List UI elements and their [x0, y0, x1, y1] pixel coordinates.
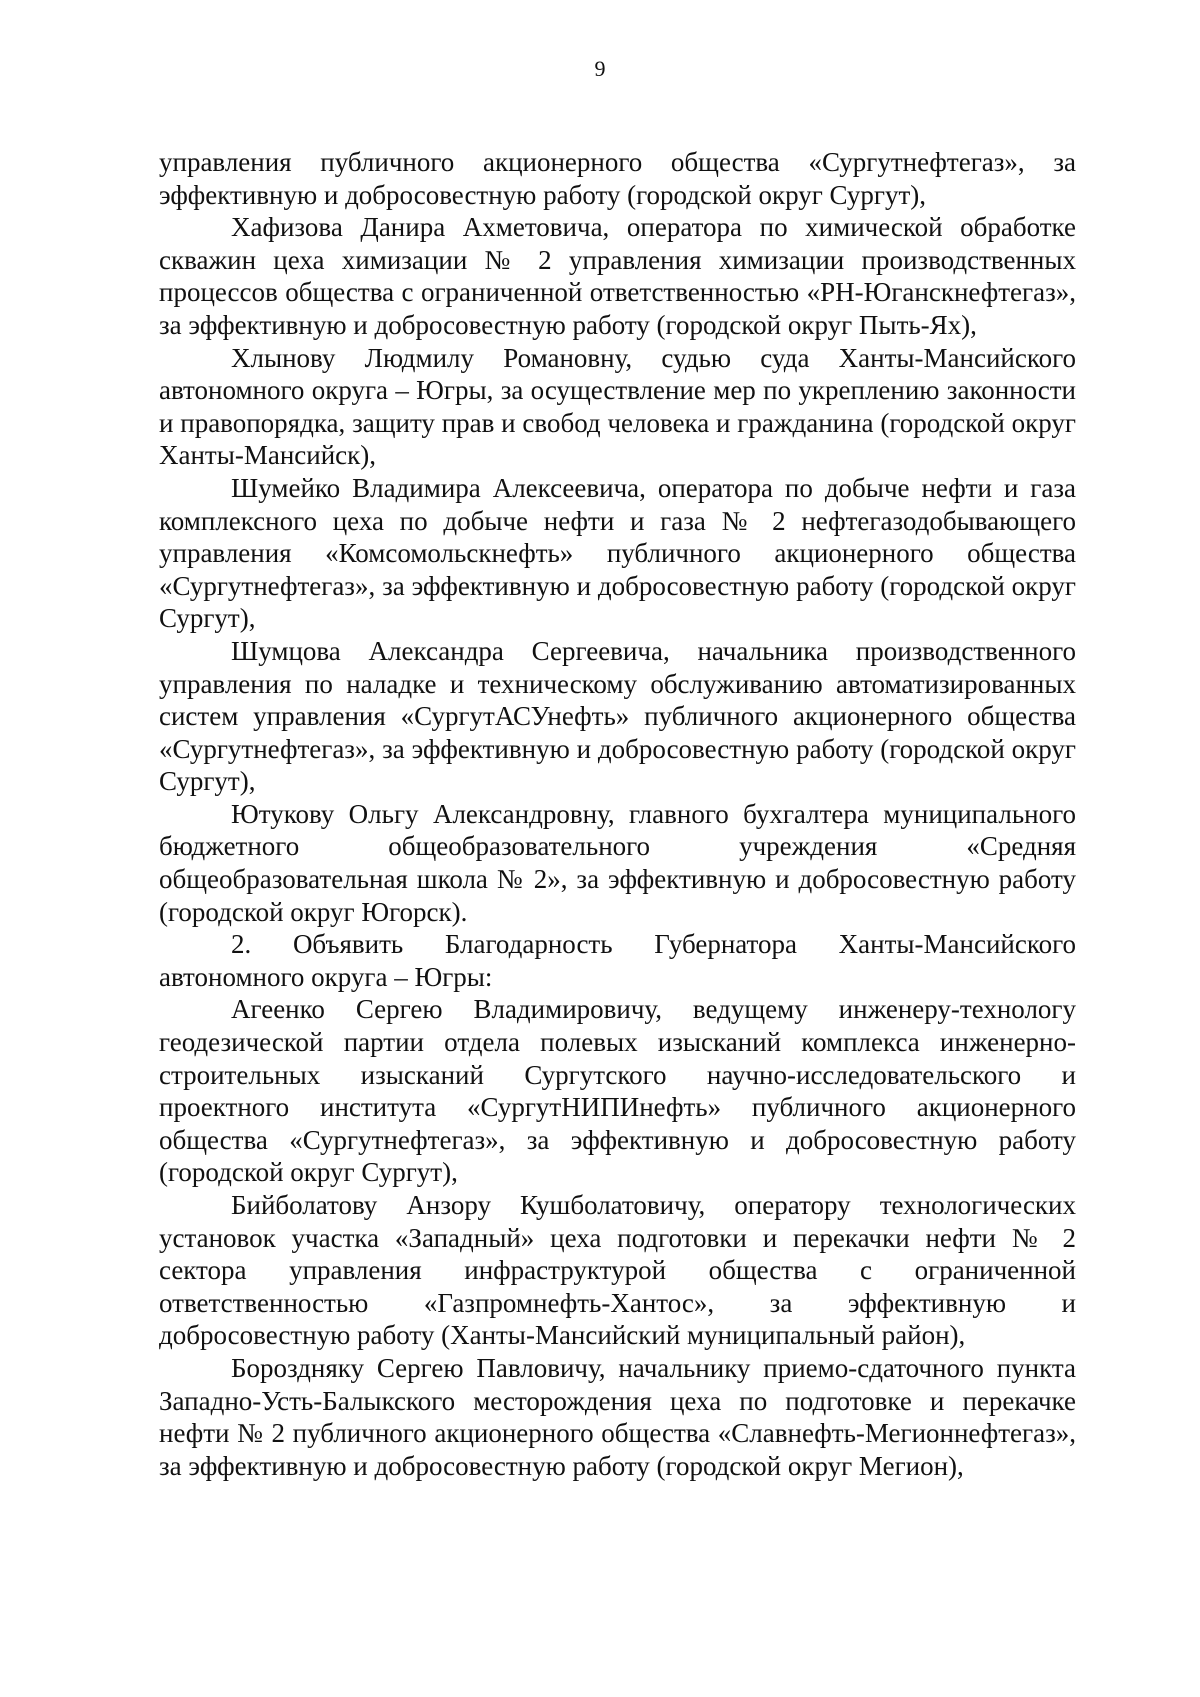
paragraph-3: Хлынову Людмилу Романовну, судью суда Ханты-Мансийского автономного округа – Югры, за осуществление мер по укреплению законности и правопорядка, защиту прав и свобод человека и гражданина (городской округ Ханты-Мансийск), — [159, 342, 1076, 471]
paragraph-5: Шумцова Александра Сергеевича, начальника производственного управления по наладке и техническому обслуживанию автоматизированных систем управления «СургутАСУнефть» публичного акционерного общества «Сургутнефтегаз», за эффективную и добросовестную работу (городской округ Сургут), — [159, 635, 1076, 797]
paragraph-2: Хафизова Данира Ахметовича, оператора по химической обработке скважин цеха химизации № 2 управления химизации производственных процессов общества с ограниченной ответственностью «РН-Юганскнефтегаз», за эффективную и добросовестную работу (городской округ Пыть-Ях), — [159, 212, 1076, 340]
paragraph-10: Бороздняку Сергею Павловичу, начальнику приемо-сдаточного пункта Западно-Усть-Балыкского месторождения цеха по подготовке и перекачке нефти № 2 публичного акционерного общества «Славнефть-Мегионнефтегаз», за эффективную и добросовестную работу (городской округ Мегион), — [159, 1352, 1076, 1481]
paragraph-4: Шумейко Владимира Алексеевича, оператора по добыче нефти и газа комплексного цеха по добыче нефти и газа № 2 нефтегазодобывающего управления «Комсомольскнефть» публичного акционерного общества «Сургутнефтегаз», за эффективную и добросовестную работу (городской округ Сургут), — [159, 472, 1076, 634]
document-body — [159, 146, 1076, 1482]
page-number: 9 — [594, 56, 606, 81]
paragraph-6: Ютукову Ольгу Александровну, главного бухгалтера муниципального бюджетного общеобразовательного учреждения «Средняя общеобразовательная школа № 2», за эффективную и добросовестную работу (городской округ Югорск). — [159, 798, 1076, 927]
paragraph-8: Агеенко Сергею Владимировичу, ведущему инженеру-технологу геодезической партии отдела полевых изысканий комплекса инженерно-строительных изысканий Сургутского научно-исследовательского и проектного института «СургутНИПИнефть» публичного акционерного общества «Сургутнефтегаз», за эффективную и добросовестную работу (городской округ Сургут), — [159, 994, 1076, 1188]
paragraph-1: управления публичного акционерного общества «Сургутнефтегаз», за эффективную и добросовестную работу (городской округ Сургут), — [159, 147, 1076, 210]
paragraph-9: Бийболатову Анзору Кушболатовичу, оператору технологических установок участка «Западный» цеха подготовки и перекачки нефти № 2 сектора управления инфраструктурой общества с ограниченной ответственностью «Газпромнефть-Хантос», за эффективную и добросовестную работу (Ханты-Мансийский муниципальный район), — [159, 1190, 1076, 1351]
paragraph-7: 2. Объявить Благодарность Губернатора Ханты-Мансийского автономного округа – Югры: — [159, 929, 1076, 992]
